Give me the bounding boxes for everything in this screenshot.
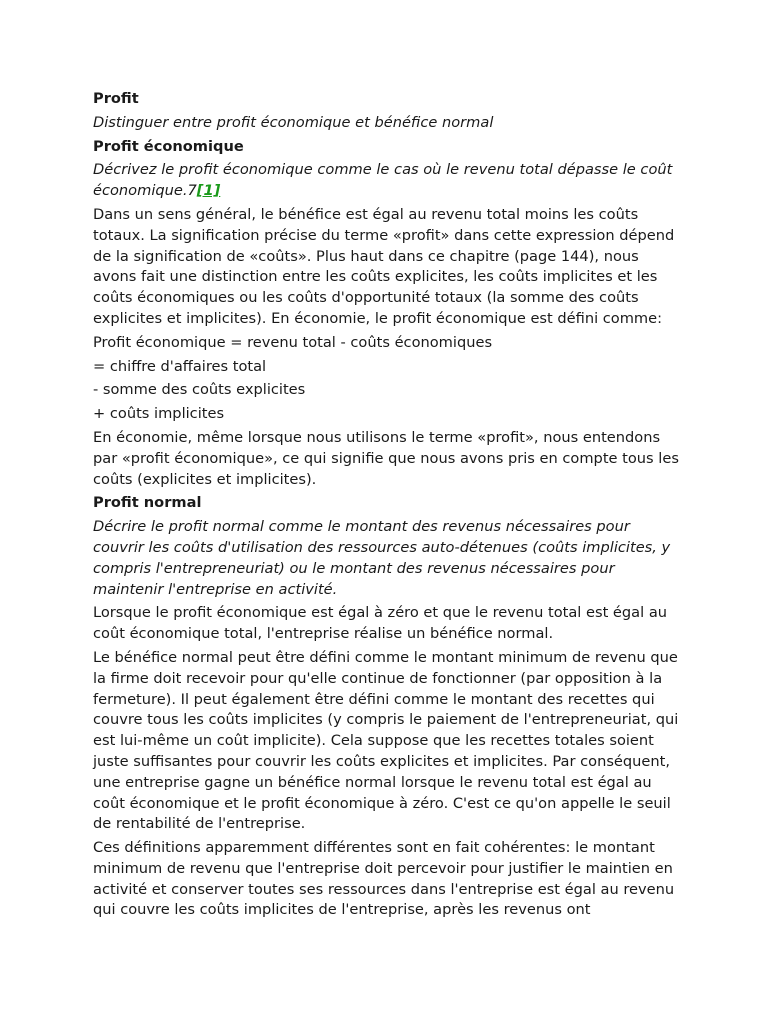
economic-profit-objective	[93, 160, 683, 202]
formula-line-1: Profit économique = revenu total - coûts économiques	[93, 333, 493, 351]
formula-line-3: - somme des coûts explicites	[93, 381, 306, 399]
formula-line-4: + coûts implicites	[93, 405, 225, 423]
formula-line-2: = chiffre d'affaires total	[93, 357, 267, 375]
normal-profit-objective: Décrire le profit normal comme le montant des revenus nécessaires pour couvrir les coûts d'utilisation des ressources auto-détenues (coûts implicites, y compris l'entrepreneuriat) ou le montant des revenus nécessaires pour maintenir l'entreprise en activité.	[93, 518, 671, 598]
paragraph-consistent-definitions: Ces définitions apparemment différentes sont en fait cohérentes: le montant minimum de revenu que l'entreprise doit percevoir pour justifier le maintien en activité et conserver toutes ses ressources dans l'entreprise est égal au revenu qui couvre les coûts implicites de l'entreprise, après les revenus ont	[93, 839, 675, 919]
document-title: Profit	[93, 90, 139, 107]
paragraph-economic-meaning: En économie, même lorsque nous utilisons le terme «profit», nous entendons par «profit économique», ce qui signifie que nous avons pris en compte tous les coûts (explicites et implicites).	[93, 428, 679, 488]
document-subtitle: Distinguer entre profit économique et bénéfice normal	[93, 113, 494, 131]
heading-profit-normal: Profit normal	[93, 494, 202, 512]
footnote-link[interactable]: [1]	[196, 182, 221, 200]
heading-profit-economique: Profit économique	[93, 137, 244, 155]
paragraph-zero-profit: Lorsque le profit économique est égal à zéro et que le revenu total est égal au coût économique total, l'entreprise réalise un bénéfice normal.	[93, 604, 668, 643]
paragraph-normal-profit-definition: Le bénéfice normal peut être défini comme le montant minimum de revenu que la firme doit recevoir pour qu'elle continue de fonctionner (par opposition à la fermeture). Il peut également être défini comme le montant des recettes qui couvre tous les coûts implicites (y compris le paiement de l'entrepreneuriat, qui est lui-même un coût implicite). Cela suppose que les recettes totales soient juste suffisantes pour couvrir les coûts explicites et implicites. Par conséquent, une entreprise gagne un bénéfice normal lorsque le revenu total est égal au coût économique et le profit économique à zéro. C'est ce qu'on appelle le seuil de rentabilité de l'entreprise.	[93, 648, 679, 833]
economic-profit-objective-text: Décrivez le profit économique comme le cas où le revenu total dépasse le coût économique.7	[93, 161, 673, 200]
paragraph-general-definition: Dans un sens général, le bénéfice est égal au revenu total moins les coûts totaux. La signification précise du terme «profit» dans cette expression dépend de la signification de «coûts». Plus haut dans ce chapitre (page 144), nous avons fait une distinction entre les coûts explicites, les coûts implicites et les coûts économiques ou les coûts d'opportunité totaux (la somme des coûts explicites et implicites). En économie, le profit économique est défini comme:	[93, 205, 675, 327]
document-page	[93, 89, 683, 924]
